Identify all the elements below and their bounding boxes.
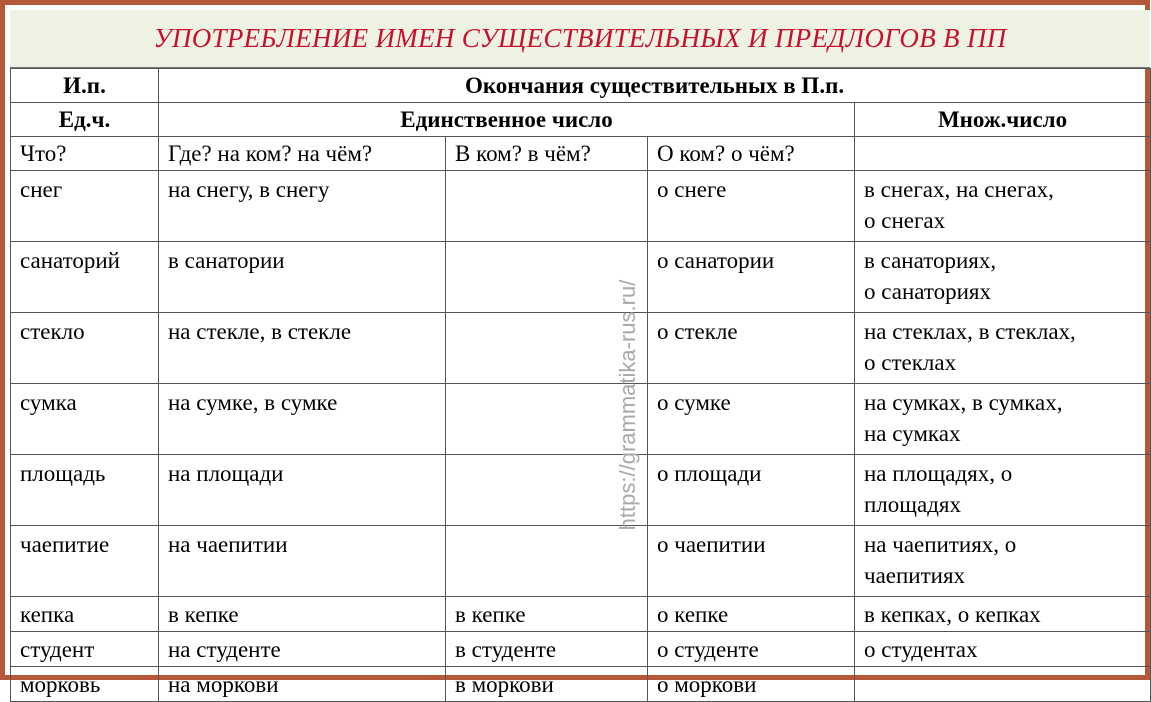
plural-line-2: о стеклах xyxy=(864,350,957,375)
cell-in: в моркови xyxy=(446,667,648,702)
plural-line-2: на сумках xyxy=(864,421,961,446)
cell-in: в кепке xyxy=(446,597,648,632)
table-row xyxy=(11,597,1151,632)
header-endings: Окончания существительных в П.п. xyxy=(159,69,1151,103)
cell-about: о кепке xyxy=(648,597,855,632)
cell-where: на студенте xyxy=(159,632,446,667)
plural-line-2: чаепитиях xyxy=(864,563,966,588)
cell-about: о студенте xyxy=(648,632,855,667)
plural-line-1: на сумках, в сумках, xyxy=(864,390,1063,415)
header-row-questions xyxy=(11,137,1151,171)
cell-word: снег xyxy=(11,171,159,242)
table-row xyxy=(11,632,1151,667)
table-row xyxy=(11,667,1151,702)
cell-where: на моркови xyxy=(159,667,446,702)
cell-plural xyxy=(855,313,1151,384)
header-plural: Множ.число xyxy=(855,103,1151,137)
declension-table xyxy=(10,68,1151,702)
table-row xyxy=(11,171,1151,242)
cell-about: о санатории xyxy=(648,242,855,313)
title-bar xyxy=(10,10,1150,68)
cell-plural xyxy=(855,384,1151,455)
cell-plural xyxy=(855,171,1151,242)
question-plural xyxy=(855,137,1151,171)
plural-line-2: площадях xyxy=(864,492,961,517)
cell-about: о чаепитии xyxy=(648,526,855,597)
cell-where: на стекле, в стекле xyxy=(159,313,446,384)
cell-word: сумка xyxy=(11,384,159,455)
question-in: В ком? в чём? xyxy=(446,137,648,171)
cell-plural xyxy=(855,526,1151,597)
cell-in: в студенте xyxy=(446,632,648,667)
plural-line-2: о санаториях xyxy=(864,279,992,304)
cell-word: кепка xyxy=(11,597,159,632)
cell-word: санаторий xyxy=(11,242,159,313)
table-row xyxy=(11,455,1151,526)
cell-word: чаепитие xyxy=(11,526,159,597)
plural-line-2: о снегах xyxy=(864,208,946,233)
cell-where: в кепке xyxy=(159,597,446,632)
plural-line-1: в снегах, на снегах, xyxy=(864,177,1054,202)
plural-line-1: в санаториях, xyxy=(864,248,997,273)
question-what: Что? xyxy=(11,137,159,171)
cell-word: площадь xyxy=(11,455,159,526)
cell-plural xyxy=(855,667,1151,702)
cell-in xyxy=(446,526,648,597)
cell-plural: о студентах xyxy=(855,632,1151,667)
cell-about: о сумке xyxy=(648,384,855,455)
cell-where: на чаепитии xyxy=(159,526,446,597)
cell-where: на площади xyxy=(159,455,446,526)
page-title: УПОТРЕБЛЕНИЕ ИМЕН СУЩЕСТВИТЕЛЬНЫХ И ПРЕДЛОГОВ В ПП xyxy=(153,23,1007,53)
header-row-1 xyxy=(11,69,1151,103)
cell-about: о стекле xyxy=(648,313,855,384)
table-row xyxy=(11,526,1151,597)
cell-where: на снегу, в снегу xyxy=(159,171,446,242)
plural-line-1: на площадях, о xyxy=(864,461,1013,486)
table-row xyxy=(11,242,1151,313)
cell-in xyxy=(446,455,648,526)
header-sg-short: Ед.ч. xyxy=(11,103,159,137)
watermark-url: https://grammatika-rus.ru/ xyxy=(615,279,640,531)
cell-word: морковь xyxy=(11,667,159,702)
cell-plural xyxy=(855,455,1151,526)
cell-where: на сумке, в сумке xyxy=(159,384,446,455)
cell-word: студент xyxy=(11,632,159,667)
cell-about: о моркови xyxy=(648,667,855,702)
cell-plural xyxy=(855,242,1151,313)
table-row xyxy=(11,313,1151,384)
header-ip: И.п. xyxy=(11,69,159,103)
cell-in xyxy=(446,242,648,313)
plural-line-1: на стеклах, в стеклах, xyxy=(864,319,1076,344)
cell-in xyxy=(446,313,648,384)
cell-about: о снеге xyxy=(648,171,855,242)
cell-in xyxy=(446,384,648,455)
cell-plural: в кепках, о кепках xyxy=(855,597,1151,632)
cell-word: стекло xyxy=(11,313,159,384)
plural-line-1: на чаепитиях, о xyxy=(864,532,1017,557)
header-singular: Единственное число xyxy=(159,103,855,137)
cell-in xyxy=(446,171,648,242)
cell-where: в санатории xyxy=(159,242,446,313)
header-row-2 xyxy=(11,103,1151,137)
table-row xyxy=(11,384,1151,455)
question-about: О ком? о чём? xyxy=(648,137,855,171)
question-where: Где? на ком? на чём? xyxy=(159,137,446,171)
cell-about: о площади xyxy=(648,455,855,526)
